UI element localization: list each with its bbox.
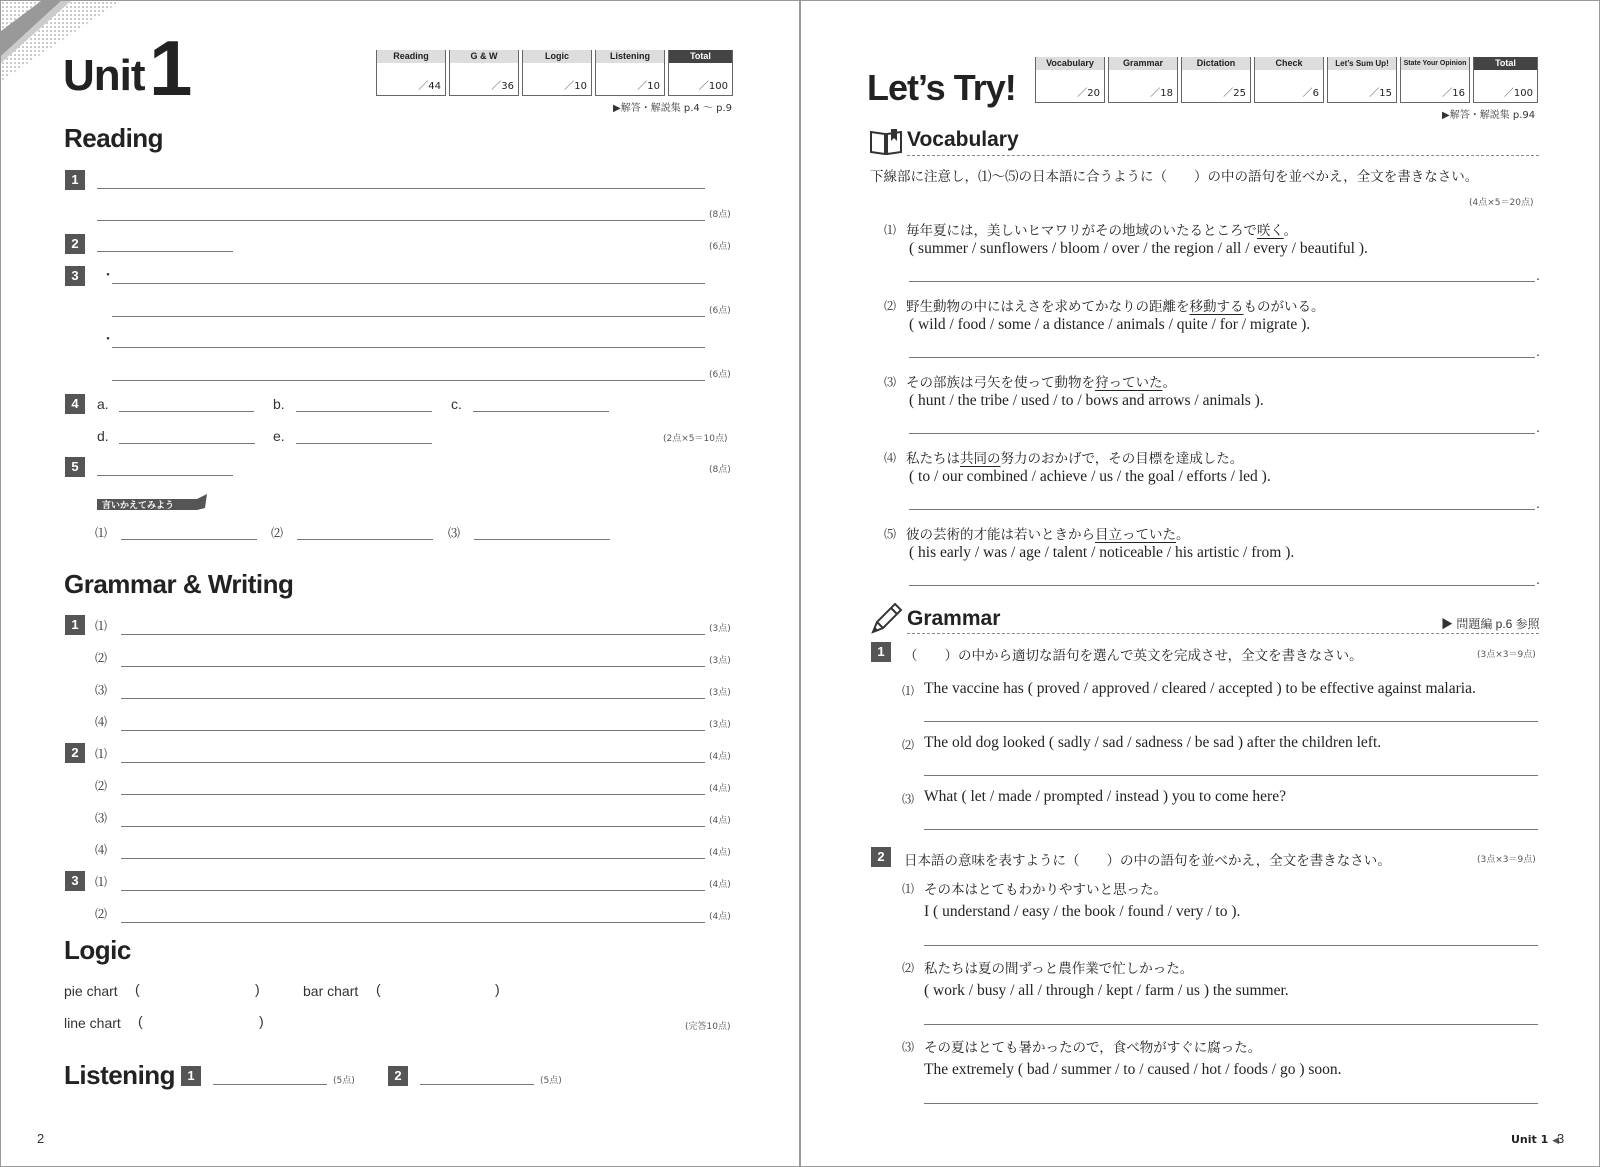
gw-q3-number: 3	[65, 871, 85, 891]
vocab-item-3-words: ( hunt / the tribe / used / to / bows and arrows / animals ).	[909, 392, 1264, 409]
logic-bar-open: (	[376, 981, 381, 997]
reading-q1-answer-line-2[interactable]	[97, 220, 705, 221]
score-cell-reading: Reading ／44	[376, 50, 446, 96]
reading-q1-answer-line[interactable]	[97, 188, 705, 189]
gw-q2-3-points: (4点)	[709, 816, 731, 826]
reading-q4-line-d[interactable]	[119, 443, 255, 444]
grammar-q2-instruction: 日本語の意味を表すように（ ）の中の語句を並べかえ，全文を書きなさい。	[904, 853, 1391, 869]
reading-q2-answer-line[interactable]	[97, 251, 233, 252]
paraphrase-num-2: ⑵	[271, 526, 284, 540]
listening-title: Listening	[64, 1060, 176, 1090]
vocab-item-3-answer-line[interactable]	[909, 433, 1535, 434]
grammar-divider	[907, 633, 1539, 634]
grammar-q1-item-1-answer-line[interactable]	[924, 721, 1538, 722]
logic-title: Logic	[64, 935, 131, 965]
reading-q2-points: (6点)	[709, 242, 731, 252]
gw-q2-sub-4: ⑷	[95, 843, 108, 857]
reading-title: Reading	[64, 123, 164, 153]
gw-q1-3-line[interactable]	[121, 698, 705, 699]
gw-q1-sub-4: ⑷	[95, 715, 108, 729]
gw-q1-number: 1	[65, 615, 85, 635]
gw-q1-2-points: (3点)	[709, 656, 731, 666]
grammar-q1-points: (3点×3＝9点)	[1477, 650, 1536, 660]
score-cell-total-right: Total ／100	[1473, 57, 1538, 103]
vocabulary-title: Vocabulary	[907, 128, 1019, 151]
logic-line-label: line chart	[64, 1015, 121, 1031]
score-cell-logic: Logic ／10	[522, 50, 592, 96]
logic-pie-answer[interactable]	[147, 979, 251, 999]
reading-q4-points: (2点×5＝10点)	[663, 434, 728, 444]
vocab-item-5-words: ( his early / was / age / talent / noticeable / his artistic / from ).	[909, 544, 1295, 561]
reading-q3a-points: (6点)	[709, 306, 731, 316]
paraphrase-num-1: ⑴	[95, 526, 108, 540]
answer-ref-left: ▶解答・解説集 p.4 ～ p.9	[613, 103, 733, 114]
grammar-q1-number: 1	[871, 642, 891, 662]
listening-q1-answer-line[interactable]	[213, 1084, 327, 1085]
gw-q2-3-line[interactable]	[121, 826, 705, 827]
gw-q2-4-points: (4点)	[709, 848, 731, 858]
reading-q3a-answer-line[interactable]	[112, 283, 705, 284]
grammar-q2-item-2-answer-line[interactable]	[924, 1024, 1538, 1025]
gw-q2-sub-3: ⑶	[95, 811, 108, 825]
page-footer-right	[1511, 1133, 1559, 1146]
vocab-item-1-words: ( summer / sunflowers / bloom / over / the region / all / every / beautiful ).	[909, 240, 1368, 257]
gw-q1-4-points: (3点)	[709, 720, 731, 730]
logic-bar-label: bar chart	[303, 983, 359, 999]
answer-ref-right: ▶解答・解説集 p.94	[1442, 110, 1536, 121]
vocab-item-4-answer-line[interactable]	[909, 509, 1535, 510]
reading-q3b-answer-line[interactable]	[112, 347, 705, 348]
logic-line-close: )	[259, 1013, 264, 1029]
reading-q3b-answer-line-2[interactable]	[112, 380, 705, 381]
page-number-left: 2	[37, 1131, 45, 1146]
lets-try-title: Let’s Try!	[867, 67, 1016, 108]
reading-q4-line-c[interactable]	[473, 411, 609, 412]
score-cell-total: Total ／100	[668, 50, 733, 96]
logic-bar-close: )	[495, 981, 500, 997]
grammar-q1-item-3-answer-line[interactable]	[924, 829, 1538, 830]
gw-q1-sub-3: ⑶	[95, 683, 108, 697]
paraphrase-line-2[interactable]	[297, 539, 433, 540]
grammar-q2-item-1-answer-line[interactable]	[924, 945, 1538, 946]
grammar-writing-title: Grammar & Writing	[64, 569, 294, 599]
paraphrase-line-3[interactable]	[474, 539, 610, 540]
gw-q3-2-points: (4点)	[709, 912, 731, 922]
right-page: Let’s Try! Vocabulary ／20 Grammar ／18 Dictation ／25 Check ／6 Let’s Sum Up! ／15 State Your Opinion ／16 Total ／100 ▶解答・解説集 p.94 Vocabulary 下線部に注意し，⑴〜⑸の日本語に合うように（ ）の中の語句を並べかえ，全文を書きなさい。 (4点×5＝20点) ⑴ 毎年夏には，美しいヒマワリがその地域のいたるところで咲く。 ( summer / sunflowers / bloom / over / the region / all / every / beautiful ). . ⑵ 野生動物の中にはえさを求めてかなりの距離を移動するものがいる。 ( wild / food / some / a distance / animals / quite / for / migrate ). . ⑶ その部族は弓矢を使って動物を狩っていた。 ( hunt / the tribe / used / to / bows and arrows / animals ). . ⑷ 私たちは共同の努力のおかげで，その目標を達成した。 ( to / our combined / achieve / us / the goal / efforts / led ). . ⑸ 彼の芸術的才能は若いときから目立っていた。 ( his early / was / age / talent / noticeable / his artistic / from ). . Grammar ▶ 問題編 p.6 参照 1 （ ）の中から適切な語句を選んで英文を完成させ，全文を書きなさい。 (3点×3＝9点) ⑴ The vaccine has ( proved / approved / cleared / accepted ) to be effective against malaria. ⑵ The old dog looked ( sadly / sad / sadness / be sad ) after the children left. ⑶ What ( let / made / prompted / instead ) you to come here? 2 日本語の意味を表すように（ ）の中の語句を並べかえ，全文を書きなさい。 (3点×3＝9点) ⑴ その本はとてもわかりやすいと思った。 I ( understand / easy / the book / found / very / to ). ⑵ 私たちは夏の間ずっと農作業で忙しかった。 ( work / busy / all / through / kept / farm / us ) the summer. ⑶ その夏はとても暑かったので，食べ物がすぐに腐った。 The extremely ( bad / summer / to / caused / hot / foods / go ) soon. Unit 1 ◀ 3	[800, 0, 1600, 1167]
paraphrase-banner	[97, 494, 209, 518]
reading-q4-label-e: e.	[273, 428, 285, 444]
score-cell-grammar: Grammar ／18	[1108, 57, 1178, 103]
gw-q2-sub-1: ⑴	[95, 747, 108, 761]
grammar-title: Grammar	[907, 607, 1001, 630]
reading-q4-label-a: a.	[97, 396, 109, 412]
footer-unit-label: Unit 1	[1511, 1133, 1549, 1146]
page-number-right: 3	[1557, 1131, 1565, 1146]
gw-q1-3-points: (3点)	[709, 688, 731, 698]
unit-title-word: Unit	[63, 51, 145, 100]
gw-q3-1-points: (4点)	[709, 880, 731, 890]
footer-arrow-icon: ◀	[1552, 1136, 1560, 1146]
reading-q5-points: (8点)	[709, 465, 731, 475]
book-icon	[869, 127, 903, 159]
gw-q1-sub-1: ⑴	[95, 619, 108, 633]
gw-q2-2-points: (4点)	[709, 784, 731, 794]
listening-q2-number: 2	[388, 1066, 408, 1086]
reading-q5-number: 5	[65, 457, 85, 477]
grammar-q1-instruction: （ ）の中から適切な語句を選んで英文を完成させ，全文を書きなさい。	[904, 648, 1363, 664]
grammar-q2-number: 2	[871, 847, 891, 867]
vocabulary-points: (4点×5＝20点)	[1469, 198, 1534, 208]
score-cell-vocabulary: Vocabulary ／20	[1035, 57, 1105, 103]
paraphrase-line-1[interactable]	[121, 539, 257, 540]
grammar-q2-item-3-answer-line[interactable]	[924, 1103, 1538, 1104]
listening-q2-answer-line[interactable]	[420, 1084, 534, 1085]
reading-q3-bullet-1: ・	[101, 267, 115, 283]
vocab-item-5-answer-line[interactable]	[909, 585, 1535, 586]
reading-q4-number: 4	[65, 394, 85, 414]
gw-q1-1-line[interactable]	[121, 634, 705, 635]
paraphrase-banner-text: 言いかえてみよう	[102, 501, 175, 511]
reading-q4-line-b[interactable]	[296, 411, 432, 412]
gw-q1-1-points: (3点)	[709, 624, 731, 634]
reading-q3a-answer-line-2[interactable]	[112, 316, 705, 317]
logic-pie-open: (	[135, 981, 140, 997]
logic-line-open: (	[138, 1013, 143, 1029]
reading-q5-answer-line[interactable]	[97, 475, 233, 476]
reading-q1-number: 1	[65, 170, 85, 190]
gw-q1-2-line[interactable]	[121, 666, 705, 667]
reading-q4-label-b: b.	[273, 396, 285, 412]
logic-line-answer[interactable]	[151, 1011, 255, 1031]
paraphrase-num-3: ⑶	[448, 526, 461, 540]
vocab-item-2-words: ( wild / food / some / a distance / animals / quite / for / migrate ).	[909, 316, 1311, 333]
reading-q3b-points: (6点)	[709, 370, 731, 380]
score-cell-check: Check ／6	[1254, 57, 1324, 103]
gw-q2-4-line[interactable]	[121, 858, 705, 859]
gw-q2-2-line[interactable]	[121, 794, 705, 795]
score-cell-opinion: State Your Opinion ／16	[1400, 57, 1470, 103]
reading-q4-label-c: c.	[451, 396, 462, 412]
grammar-ref: ▶ 問題編 p.6 参照	[1441, 617, 1540, 631]
reading-q3-number: 3	[65, 266, 85, 286]
gw-q1-sub-2: ⑵	[95, 651, 108, 665]
vocab-item-4-words: ( to / our combined / achieve / us / the goal / efforts / led ).	[909, 468, 1271, 485]
grammar-q2-points: (3点×3＝9点)	[1477, 855, 1536, 865]
unit-title-number: 1	[149, 24, 193, 112]
gw-q2-number: 2	[65, 743, 85, 763]
score-cell-sum-up: Let’s Sum Up! ／15	[1327, 57, 1397, 103]
logic-pie-close: )	[255, 981, 260, 997]
grammar-q1-item-2-answer-line[interactable]	[924, 775, 1538, 776]
listening-q1-number: 1	[181, 1066, 201, 1086]
reading-q3-bullet-2: ・	[101, 331, 115, 347]
gw-q3-sub-2: ⑵	[95, 907, 108, 921]
logic-bar-answer[interactable]	[389, 979, 493, 999]
gw-q3-sub-1: ⑴	[95, 875, 108, 889]
logic-pie-label: pie chart	[64, 983, 118, 999]
gw-q1-4-line[interactable]	[121, 730, 705, 731]
score-cell-listening: Listening ／10	[595, 50, 665, 96]
gw-q3-2-line[interactable]	[121, 922, 705, 923]
gw-q2-1-points: (4点)	[709, 752, 731, 762]
reading-q4-label-d: d.	[97, 428, 109, 444]
gw-q3-1-line[interactable]	[121, 890, 705, 891]
vocab-item-1-answer-line[interactable]	[909, 281, 1535, 282]
gw-q2-1-line[interactable]	[121, 762, 705, 763]
score-cell-dictation: Dictation ／25	[1181, 57, 1251, 103]
listening-q2-points: (5点)	[540, 1076, 562, 1086]
reading-q4-line-a[interactable]	[119, 411, 254, 412]
vocabulary-instruction: 下線部に注意し，⑴〜⑸の日本語に合うように（ ）の中の語句を並べかえ，全文を書きなさい。	[870, 169, 1479, 185]
reading-q1-points: (8点)	[709, 210, 731, 220]
gw-q2-sub-2: ⑵	[95, 779, 108, 793]
listening-q1-points: (5点)	[333, 1076, 355, 1086]
logic-points: (完答10点)	[685, 1022, 731, 1032]
reading-q4-line-e[interactable]	[296, 443, 432, 444]
pencil-icon	[869, 602, 903, 640]
score-cell-gw: G & W ／36	[449, 50, 519, 96]
vocab-item-2-answer-line[interactable]	[909, 357, 1535, 358]
vocabulary-divider	[907, 155, 1539, 156]
reading-q2-number: 2	[65, 234, 85, 254]
